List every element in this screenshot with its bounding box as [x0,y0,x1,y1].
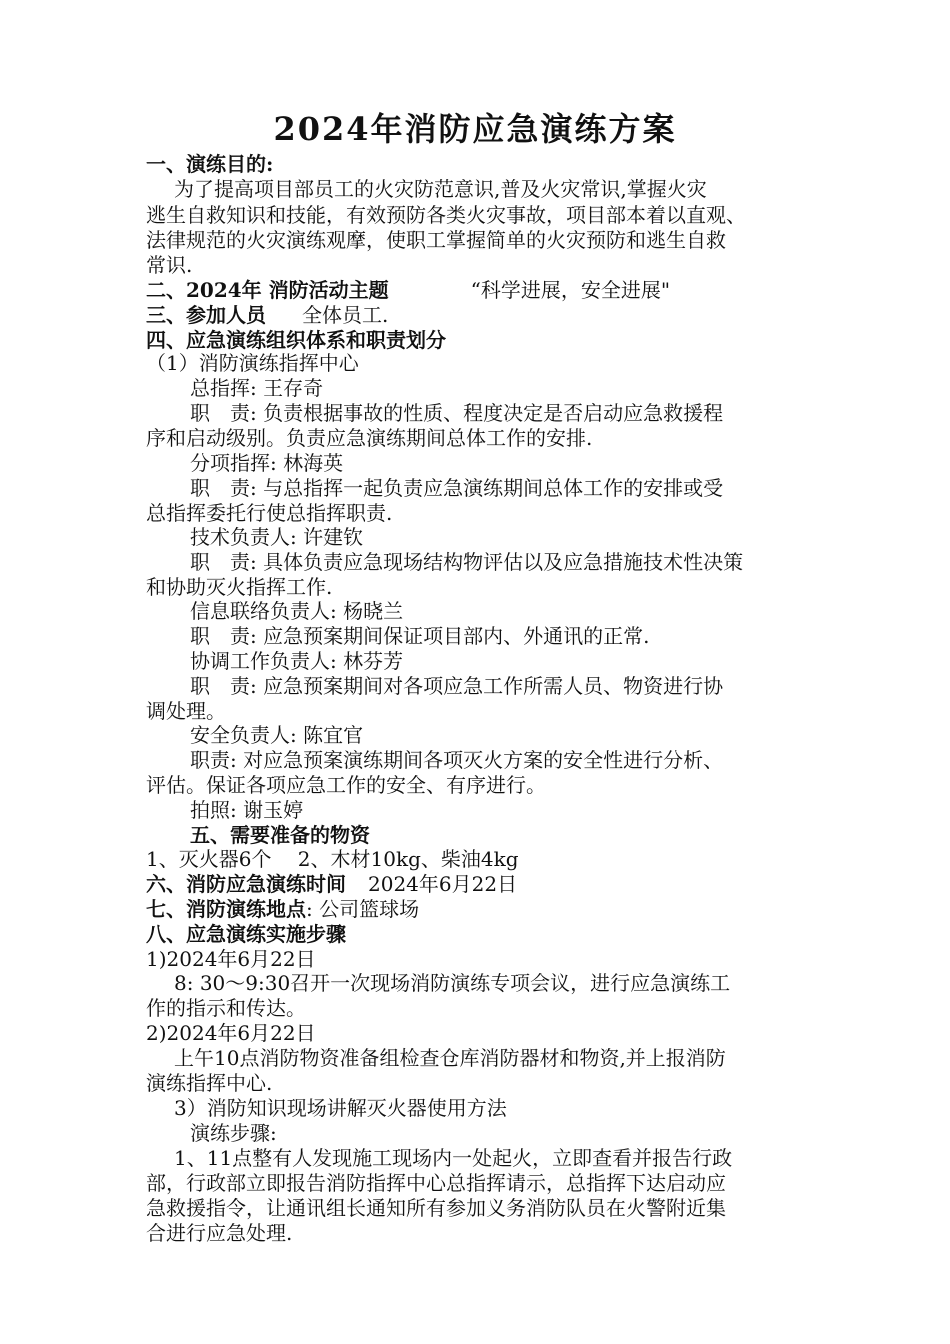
duty-line: 职 责: 应急预案期间保证项目部内、外通讯的正常. [190,624,650,648]
drill-location: : 公司篮球场 [306,897,420,921]
section-3-heading: 三、参加人员 [146,303,266,327]
activity-theme: “科学进展，安全进展" [470,278,671,302]
section-5-heading: 五、需要准备的物资 [190,823,370,847]
subsection-heading: （1）消防演练指挥中心 [146,351,359,375]
section-7-heading: 七、消防演练地点 [146,897,306,921]
step-line: 急救援指令，让通讯组长通知所有参加义务消防队员在火警附近集 [146,1196,726,1220]
role-line: 协调工作负责人: 林芬芳 [190,649,404,673]
step-subheading: 演练步骤: [190,1121,277,1145]
step-line: 上午10点消防物资准备组检查仓库消防器材和物资,并上报消防 [174,1046,726,1070]
step-date: 2)2024年6月22日 [146,1021,316,1045]
duty-line: 职 责: 具体负责应急现场结构物评估以及应急措施技术性决策 [190,550,744,574]
paragraph-line: 常识. [146,253,193,277]
duty-line: 调处理。 [146,699,226,723]
step-heading: 3）消防知识现场讲解灭火器使用方法 [174,1096,507,1120]
paragraph-line: 法律规范的火灾演练观摩，使职工掌握简单的火灾预防和逃生自救 [146,228,726,252]
section-6-line [146,871,517,897]
participants: 全体员工. [302,303,389,327]
section-8-heading: 八、应急演练实施步骤 [146,922,346,946]
role-line: 分项指挥: 林海英 [190,451,344,475]
role-line: 信息联络负责人: 杨晓兰 [190,599,404,623]
section-2-heading: 二、2024年 消防活动主题 [146,278,389,302]
step-date: 1)2024年6月22日 [146,947,316,971]
role-line: 总指挥: 王存奇 [190,376,324,400]
paragraph-line: 逃生自救知识和技能，有效预防各类火灾事故，项目部本着以直观、 [146,203,746,227]
step-line: 演练指挥中心. [146,1071,273,1095]
duty-line: 职责: 对应急预案演练期间各项灭火方案的安全性进行分析、 [190,748,724,772]
role-line: 技术负责人: 许建钦 [190,525,364,549]
step-line: 合进行应急处理. [146,1221,293,1245]
section-1-heading: 一、演练目的: [146,152,274,176]
role-line: 拍照: 谢玉婷 [190,798,304,822]
document-title: 2024年消防应急演练方案 [273,110,677,148]
paragraph-line: 为了提高项目部员工的火灾防范意识,普及火灾常识,掌握火灾 [174,177,707,201]
role-line: 安全负责人: 陈宜官 [190,723,364,747]
step-line: 1、11点整有人发现施工现场内一处起火，立即查看并报告行政 [174,1146,733,1170]
section-4-heading: 四、应急演练组织体系和职责划分 [146,328,446,352]
step-line: 8: 30～9:30召开一次现场消防演练专项会议，进行应急演练工 [174,971,731,995]
duty-line: 职 责: 应急预案期间对各项应急工作所需人员、物资进行协 [190,674,724,698]
section-3-line [146,302,388,328]
drill-date: 2024年6月22日 [368,872,518,896]
duty-line: 职 责: 与总指挥一起负责应急演练期间总体工作的安排或受 [190,476,724,500]
section-2-line [146,277,670,303]
step-line: 作的指示和传达。 [146,996,306,1020]
section-6-heading: 六、消防应急演练时间 [146,872,346,896]
duty-line: 总指挥委托行使总指挥职责. [146,501,393,525]
duty-line: 序和启动级别。负责应急演练期间总体工作的安排. [146,426,593,450]
section-7-line [146,896,419,922]
duty-line: 评估。保证各项应急工作的安全、有序进行。 [146,773,546,797]
step-line: 部，行政部立即报告消防指挥中心总指挥请示，总指挥下达启动应 [146,1171,726,1195]
duty-line: 职 责: 负责根据事故的性质、程度决定是否启动应急救援程 [190,401,724,425]
materials-line: 1、灭火器6个 2、木材10kg、柴油4kg [146,847,519,871]
duty-line: 和协助灭火指挥工作. [146,575,333,599]
